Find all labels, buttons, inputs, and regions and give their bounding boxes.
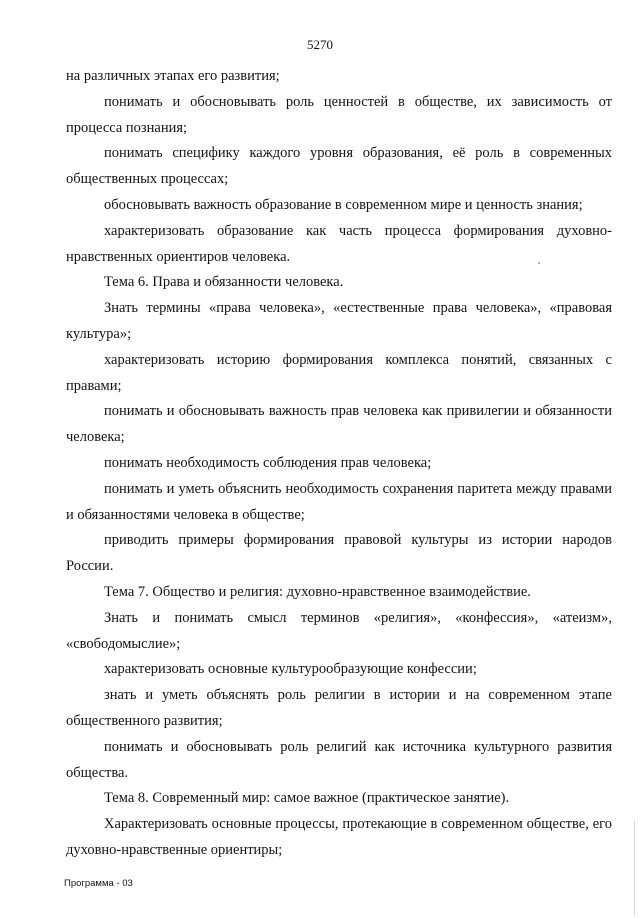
paragraph-education-orientation: характеризовать образование как часть процесса формирования духовно-нравственных ориентиров человека. [66,222,612,265]
paragraph-education-levels: понимать специфику каждого уровня образования, её роль в современных общественных процессах; [66,145,612,188]
page-number: 5270 [307,37,333,52]
paragraph-religion-role: знать и уметь объяснять роль религии в истории и на современном этапе общественного развития; [66,687,612,729]
paragraph-religion-terms: Знать и понимать смысл терминов «религия», «конфессия», «атеизм», «свободомыслие»; [66,609,612,652]
paragraph-rights-parity: понимать и уметь объяснить необходимость сохранения паритета между правами и обязанностями человека в обществе; [66,480,612,523]
topic-8-heading: Тема 8. Современный мир: самое важное (практическое занятие). [104,790,510,807]
paragraph-rights-importance: понимать и обосновывать важность прав человека как привилегии и обязанности человека; [66,403,612,446]
document-body [66,64,612,864]
paragraph-modern-processes: Характеризовать основные процессы, протекающие в современном обществе, его духовно-нравственные ориентиры; [66,816,612,858]
topic-6-heading: Тема 6. Права и обязанности человека. [104,274,344,291]
paragraph-continuation: на различных этапах его развития; [66,68,280,84]
paragraph-religion-cultural-source: понимать и обосновывать роль религий как источника культурного развития общества. [66,738,612,781]
paragraph-confessions: характеризовать основные культурообразующие конфессии; [104,661,477,678]
paragraph-education-importance: обосновывать важность образование в современном мире и ценность знания; [104,196,583,213]
footer-label: Программа - 03 [64,878,133,889]
paragraph-rights-observance: понимать необходимость соблюдения прав человека; [104,454,432,471]
paragraph-values-role: понимать и обосновывать роль ценностей в обществе, их зависимость от процесса познания; [66,93,612,136]
scan-edge-shadow [634,820,635,916]
scan-speck [538,262,540,264]
paragraph-rights-history: характеризовать историю формирования комплекса понятий, связанных с правами; [66,351,612,394]
paragraph-rights-terms: Знать термины «права человека», «естественные права человека», «правовая культура»; [66,300,612,342]
paragraph-legal-culture-examples: приводить примеры формирования правовой культуры из истории народов России. [66,532,612,575]
topic-7-heading: Тема 7. Общество и религия: духовно-нравственное взаимодействие. [104,583,531,600]
